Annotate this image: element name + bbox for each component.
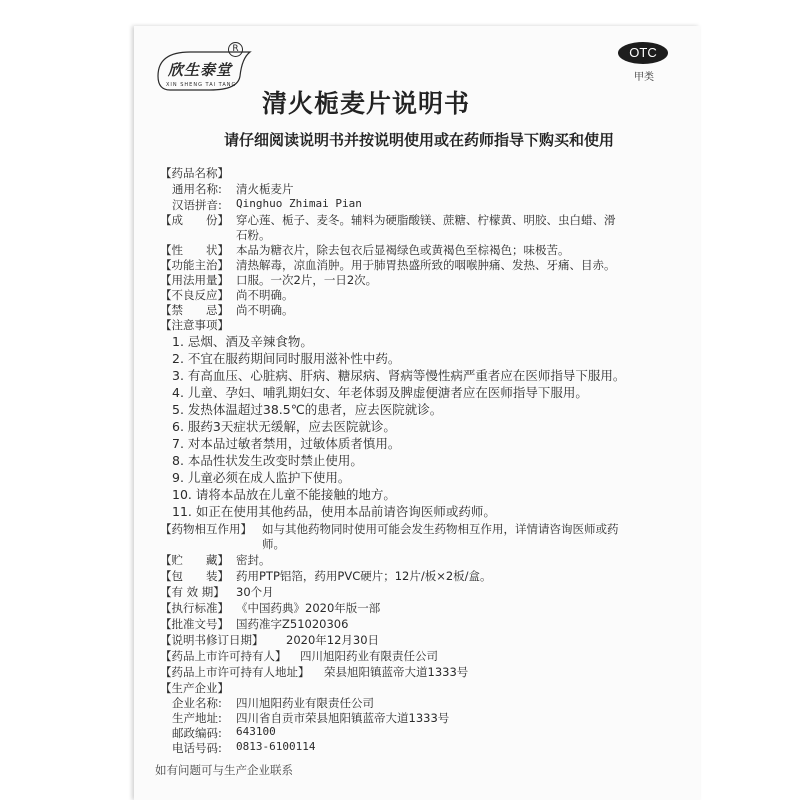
maker-field-label: 生产地址: — [172, 711, 222, 725]
maker-field-value: 0813-6100114 — [236, 740, 316, 753]
standard-label: 【执行标准】 — [160, 601, 229, 615]
pinyin-value: Qinghuo Zhimai Pian — [236, 197, 362, 210]
note-item: 5. 发热体温超过38.5℃的患者，应去医院就诊。 — [172, 402, 443, 417]
note-item: 11. 如正在使用其他药品，使用本品前请咨询医师或药师。 — [172, 504, 496, 519]
note-item: 7. 对本品过敏者禁用，过敏体质者慎用。 — [172, 436, 401, 451]
validity-label: 【有 效 期】 — [160, 585, 225, 599]
generic-name-label: 通用名称: — [172, 182, 222, 196]
storage-label: 【贮 藏】 — [160, 553, 229, 567]
maker-label: 【生产企业】 — [160, 681, 229, 695]
holder-value: 四川旭阳药业有限责任公司 — [300, 649, 438, 663]
maker-field-value: 643100 — [236, 725, 276, 738]
logo-text: 欣生泰堂 — [168, 61, 233, 79]
validity-value: 30个月 — [236, 585, 274, 599]
document-title: 清火栀麦片说明书 — [262, 89, 471, 118]
storage-value: 密封。 — [236, 553, 271, 567]
otc-badge: OTC — [618, 42, 668, 64]
revision-label: 【说明书修订日期】 — [160, 633, 264, 647]
maker-field-label: 企业名称: — [172, 696, 222, 710]
maker-field-value: 四川省自贡市荣县旭阳镇蓝帝大道1333号 — [236, 711, 450, 725]
maker-field-label: 电话号码: — [172, 741, 222, 755]
maker-field-value: 四川旭阳药业有限责任公司 — [236, 696, 374, 710]
pinyin-label: 汉语拼音: — [172, 198, 222, 212]
usage-value: 口服。一次2片，一日2次。 — [236, 273, 378, 287]
usage-label: 【用法用量】 — [160, 273, 229, 287]
adverse-value: 尚不明确。 — [236, 288, 294, 302]
notes-label: 【注意事项】 — [160, 318, 229, 332]
standard-value: 《中国药典》2020年版一部 — [236, 601, 381, 615]
interaction-line-2: 师。 — [262, 537, 285, 551]
usage-notice: 请仔细阅读说明书并按说明使用或在药师指导下购买和使用 — [224, 131, 615, 149]
logo-subtitle: XIN SHENG TAI TANG — [166, 82, 237, 88]
holder-label: 【药品上市许可持有人】 — [160, 649, 287, 663]
function-label: 【功能主治】 — [160, 258, 229, 272]
approval-value: 国药准字Z51020306 — [236, 617, 349, 631]
interaction-label: 【药物相互作用】 — [160, 522, 252, 536]
composition-line-1: 穿心莲、栀子、麦冬。辅料为硬脂酸镁、蔗糖、柠檬黄、明胶、虫白蜡、滑 — [236, 213, 616, 227]
holder-address-label: 【药品上市许可持有人地址】 — [160, 665, 310, 679]
generic-name-value: 清火栀麦片 — [236, 182, 294, 196]
note-item: 10. 请将本品放在儿童不能接触的地方。 — [172, 487, 396, 502]
adverse-label: 【不良反应】 — [160, 288, 229, 302]
otc-class-label: 甲类 — [634, 72, 654, 83]
maker-field-label: 邮政编码: — [172, 726, 222, 740]
note-item: 9. 儿童必须在成人监护下使用。 — [172, 470, 351, 485]
package-label: 【包 装】 — [160, 569, 229, 583]
note-item: 2. 不宜在服药期间同时服用滋补性中药。 — [172, 351, 401, 366]
note-item: 6. 服药3天症状无缓解，应去医院就诊。 — [172, 419, 396, 434]
approval-label: 【批准文号】 — [160, 617, 229, 631]
character-label: 【性 状】 — [160, 243, 229, 257]
note-item: 8. 本品性状发生改变时禁止使用。 — [172, 453, 363, 468]
character-value: 本品为糖衣片，除去包衣后显褐绿色或黄褐色至棕褐色；味极苦。 — [236, 243, 570, 257]
composition-line-2: 石粉。 — [236, 228, 271, 242]
composition-label: 【成 份】 — [160, 213, 229, 227]
contra-value: 尚不明确。 — [236, 303, 294, 317]
note-item: 3. 有高血压、心脏病、肝病、糖尿病、肾病等慢性病严重者应在医师指导下服用。 — [172, 368, 626, 383]
contra-label: 【禁 忌】 — [160, 303, 229, 317]
registered-mark: R — [228, 42, 243, 57]
note-item: 1. 忌烟、酒及辛辣食物。 — [172, 334, 313, 349]
interaction-line-1: 如与其他药物同时使用可能会发生药物相互作用，详情请咨询医师或药 — [262, 522, 619, 536]
function-value: 清热解毒，凉血消肿。用于肺胃热盛所致的咽喉肿痛、发热、牙痛、目赤。 — [236, 258, 616, 272]
revision-value: 2020年12月30日 — [286, 633, 380, 647]
holder-address-value: 荣县旭阳镇蓝帝大道1333号 — [324, 665, 469, 679]
note-item: 4. 儿童、孕妇、哺乳期妇女、年老体弱及脾虚便溏者应在医师指导下服用。 — [172, 385, 588, 400]
drug-name-header: 【药品名称】 — [160, 166, 229, 180]
footer-note: 如有问题可与生产企业联系 — [155, 763, 293, 777]
package-value: 药用PTP铝箔，药用PVC硬片；12片/板×2板/盒。 — [236, 569, 492, 583]
